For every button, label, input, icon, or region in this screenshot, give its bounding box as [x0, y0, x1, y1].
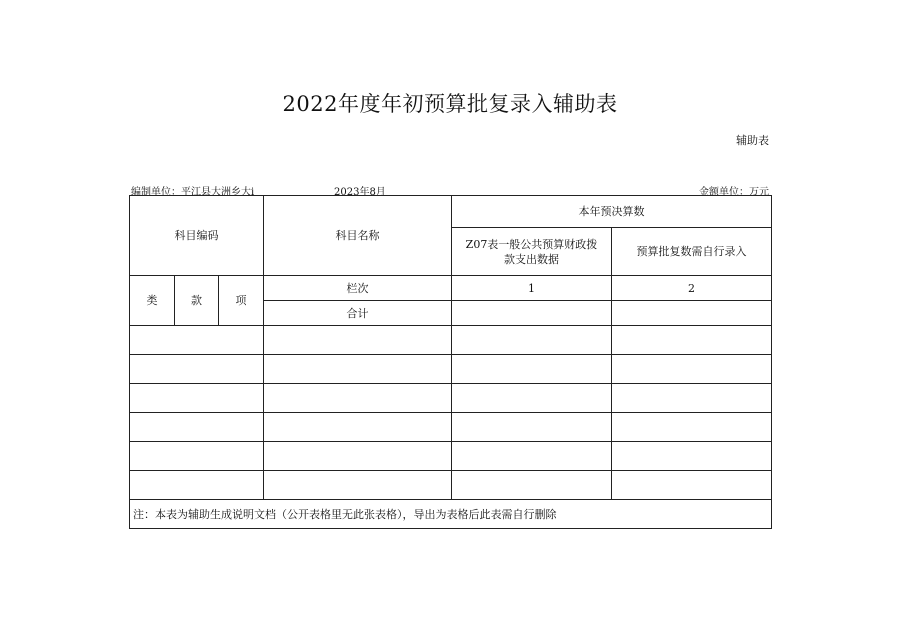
page-title: 2022年度年初预算批复录入辅助表	[282, 92, 618, 116]
table-row	[130, 355, 772, 384]
header-manual-entry: 预算批复数需自行录入	[612, 228, 772, 276]
header-xiang: 项	[219, 276, 264, 326]
code-cell	[130, 355, 264, 384]
code-cell	[130, 384, 264, 413]
amount-unit: 金额单位：万元	[699, 187, 769, 198]
budget-table	[129, 195, 772, 529]
code-cell	[130, 326, 264, 355]
table-note: 注：本表为辅助生成说明文档（公开表格里无此张表格），导出为表格后此表需自行删除	[130, 500, 772, 529]
header-year-budget: 本年预决算数	[452, 196, 772, 228]
value-cell	[452, 355, 612, 384]
value-cell	[612, 384, 772, 413]
value-cell	[612, 442, 772, 471]
total-label: 合计	[264, 301, 452, 326]
table-row	[130, 326, 772, 355]
name-cell	[264, 413, 452, 442]
value-cell	[452, 471, 612, 500]
form-subtitle: 辅助表	[736, 134, 769, 147]
name-cell	[264, 355, 452, 384]
code-cell	[130, 442, 264, 471]
header-subject-name: 科目名称	[264, 196, 452, 276]
code-cell	[130, 471, 264, 500]
total-z07-cell	[452, 301, 612, 326]
value-cell	[612, 355, 772, 384]
value-cell	[612, 471, 772, 500]
header-subject-code: 科目编码	[130, 196, 264, 276]
header-kuan: 款	[175, 276, 219, 326]
value-cell	[452, 413, 612, 442]
prepared-by-unit: 编制单位：平江县大洲乡大i	[131, 187, 255, 198]
column-index-2: 2	[612, 276, 772, 301]
total-manual-cell	[612, 301, 772, 326]
header-z07-data: Z07表一般公共预算财政拨款支出数据	[452, 228, 612, 276]
table-row	[130, 384, 772, 413]
table-row	[130, 442, 772, 471]
value-cell	[612, 413, 772, 442]
name-cell	[264, 326, 452, 355]
value-cell	[452, 326, 612, 355]
report-date: 2023年8月	[334, 187, 386, 198]
table-row	[130, 471, 772, 500]
value-cell	[612, 326, 772, 355]
code-cell	[130, 413, 264, 442]
name-cell	[264, 384, 452, 413]
table-row	[130, 413, 772, 442]
name-cell	[264, 471, 452, 500]
column-index-label: 栏次	[264, 276, 452, 301]
value-cell	[452, 442, 612, 471]
name-cell	[264, 442, 452, 471]
column-index-1: 1	[452, 276, 612, 301]
value-cell	[452, 384, 612, 413]
header-lei: 类	[130, 276, 175, 326]
